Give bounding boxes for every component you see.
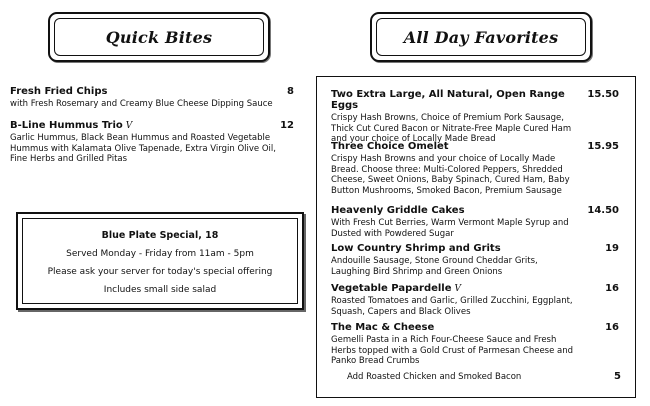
menu-item-mac-cheese	[331, 322, 621, 367]
vegetarian-icon: V	[454, 284, 462, 294]
menu-item-eggs	[331, 89, 621, 145]
item-description: With Fresh Cut Berries, Warm Vermont Maple Syrup and Dusted with Powdered Sugar	[331, 218, 569, 239]
item-price: 8	[287, 86, 294, 97]
item-name: Low Country Shrimp and Grits	[331, 243, 501, 254]
blue-plate-note: Please ask your server for today's special offering	[47, 267, 273, 277]
item-name: The Mac & Cheese	[331, 322, 435, 333]
all-day-favorites-box	[316, 76, 636, 398]
quick-bites-title: Quick Bites	[105, 27, 213, 47]
quick-bites-banner	[48, 12, 270, 62]
item-name: Vegetable Papardelle	[331, 283, 452, 294]
menu-item-shrimp-grits	[331, 243, 621, 277]
item-name: Fresh Fried Chips	[10, 86, 108, 97]
addon-price: 5	[614, 371, 621, 382]
blue-plate-title: Blue Plate Special, 18	[101, 230, 219, 241]
item-description: with Fresh Rosemary and Creamy Blue Cheese Dipping Sauce	[10, 99, 273, 109]
item-description: Crispy Hash Browns, Choice of Premium Pork Sausage, Thick Cut Cured Bacon or Nitrate-Free Maple Cured Ham and your choice of Locally Made Bread	[331, 113, 572, 144]
addon-chicken-bacon	[347, 371, 621, 382]
item-price: 19	[605, 243, 619, 254]
item-price: 12	[280, 120, 294, 131]
item-description: Crispy Hash Browns and your choice of Locally Made Bread. Choose three: Multi-Colored Peppers, Shredded Cheese, Sweet Onions, Baby Spinach, Cured Ham, Baby Button Mushrooms, Smoked Bacon, Premium Sausage	[331, 154, 570, 196]
vegetarian-icon: V	[125, 121, 133, 131]
item-price: 16	[605, 283, 619, 294]
all-day-favorites-title: All Day Favorites	[403, 27, 559, 47]
menu-item-hummus-trio	[10, 120, 294, 165]
item-name: Two Extra Large, All Natural, Open Range Eggs	[331, 89, 565, 111]
menu-item-omelet	[331, 141, 621, 196]
blue-plate-special-box	[16, 212, 304, 310]
item-name: Heavenly Griddle Cakes	[331, 205, 465, 216]
item-price: 14.50	[587, 205, 619, 216]
item-price: 16	[605, 322, 619, 333]
item-description: Roasted Tomatoes and Garlic, Grilled Zucchini, Eggplant, Squash, Capers and Black Olives	[331, 296, 573, 317]
menu-item-fresh-fried-chips	[10, 86, 294, 110]
item-description: Garlic Hummus, Black Bean Hummus and Roasted Vegetable Hummus with Kalamata Olive Tapenade, Extra Virgin Olive Oil, Fine Herbs and Grilled Pitas	[10, 133, 276, 164]
addon-name: Add Roasted Chicken and Smoked Bacon	[347, 372, 522, 382]
menu-item-griddle-cakes	[331, 205, 621, 239]
menu-item-vegetable-papardelle	[331, 283, 621, 317]
item-description: Gemelli Pasta in a Rich Four-Cheese Sauce and Fresh Herbs topped with a Gold Crust of Parmesan Cheese and Panko Bread Crumbs	[331, 335, 574, 366]
blue-plate-hours: Served Monday - Friday from 11am - 5pm	[66, 249, 254, 259]
item-price: 15.95	[587, 141, 619, 152]
item-price: 15.50	[587, 89, 619, 100]
item-description: Andouille Sausage, Stone Ground Cheddar Grits, Laughing Bird Shrimp and Green Onions	[331, 256, 538, 277]
blue-plate-side: Includes small side salad	[103, 285, 217, 295]
all-day-favorites-banner	[370, 12, 592, 62]
item-name: B-Line Hummus Trio	[10, 120, 123, 131]
item-name: Three Choice Omelet	[331, 141, 449, 152]
